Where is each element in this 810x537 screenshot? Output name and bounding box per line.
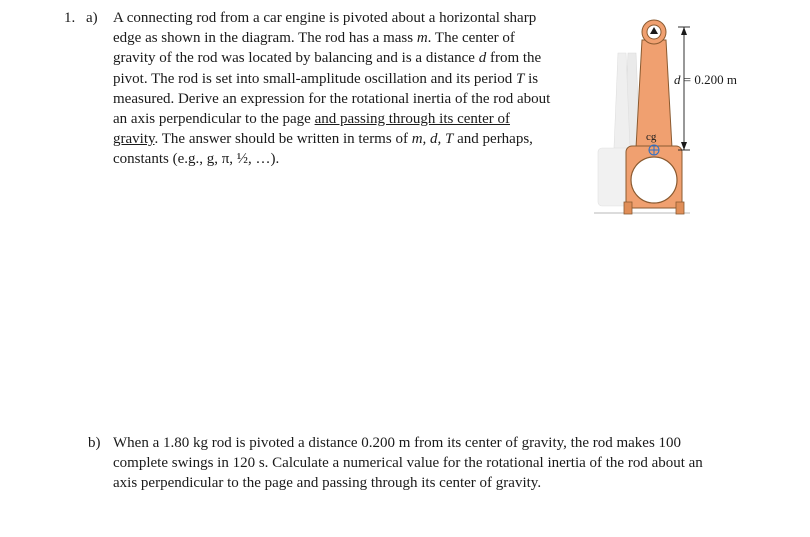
- part-a-line-1: A connecting rod from a car engine is pivoted about a horizontal sharp: [113, 10, 537, 26]
- part-b-line-2: complete swings in 120 s. Calculate a numerical value for the rotational inertia of the rod about an: [113, 455, 703, 472]
- cg-label: cg: [646, 131, 657, 143]
- arrow-down-icon: [681, 142, 687, 150]
- arrow-up-icon: [681, 27, 687, 35]
- big-end-bore: [631, 157, 677, 203]
- part-a-line-2: [113, 28, 583, 48]
- part-b-line-1: When a 1.80 kg rod is pivoted a distance 0.200 m from its center of gravity, the rod makes 100: [113, 435, 682, 451]
- var-d: d: [478, 50, 487, 67]
- part-a-line-3-end: from the: [486, 50, 542, 67]
- part-a-line-2-text: edge as shown in the diagram. The rod has a mass: [113, 30, 417, 47]
- var-T: T: [516, 70, 525, 87]
- part-a-line-3: [113, 48, 583, 68]
- part-a-line-3-text: gravity of the rod was located by balancing and is a distance: [113, 50, 479, 67]
- underlined-gravity: gravity: [113, 131, 155, 148]
- dimension-var: d: [674, 72, 681, 87]
- part-a-line-4: [113, 69, 583, 89]
- part-b-text: [113, 433, 773, 494]
- part-a-line-8: constants (e.g., g, π, ½, …).: [113, 151, 280, 168]
- part-a-text: [113, 8, 583, 170]
- part-a-line-7-end: and perhaps,: [453, 131, 533, 148]
- var-list: m, d, T: [411, 131, 454, 148]
- bolt-left: [624, 202, 632, 214]
- part-a-line-4-text: pivot. The rod is set into small-amplitude oscillation and its period: [113, 70, 517, 87]
- dimension-value: = 0.200 m: [680, 72, 737, 87]
- part-a-line-2-end: . The center of: [427, 30, 515, 47]
- part-a-line-5: measured. Derive an expression for the rotational inertia of the rod about: [113, 90, 551, 107]
- part-a-label: a): [86, 10, 98, 26]
- part-b-label: b): [88, 435, 101, 451]
- dimension-label: [674, 72, 737, 88]
- part-a-line-7-text: . The answer should be written in terms of: [154, 131, 412, 148]
- bolt-right: [676, 202, 684, 214]
- part-a-line-7: [113, 129, 583, 149]
- question-number: 1.: [64, 10, 76, 26]
- var-m: m: [416, 30, 428, 47]
- part-a-line-4-end: is: [524, 70, 539, 87]
- part-b-line-3: axis perpendicular to the page and passing through its center of gravity.: [113, 475, 542, 492]
- part-a-line-6-text: an axis perpendicular to the page: [113, 111, 315, 128]
- part-a-line-6: [113, 109, 583, 129]
- connecting-rod-diagram: [580, 8, 760, 228]
- underlined-phrase: and passing through its center of: [314, 111, 510, 128]
